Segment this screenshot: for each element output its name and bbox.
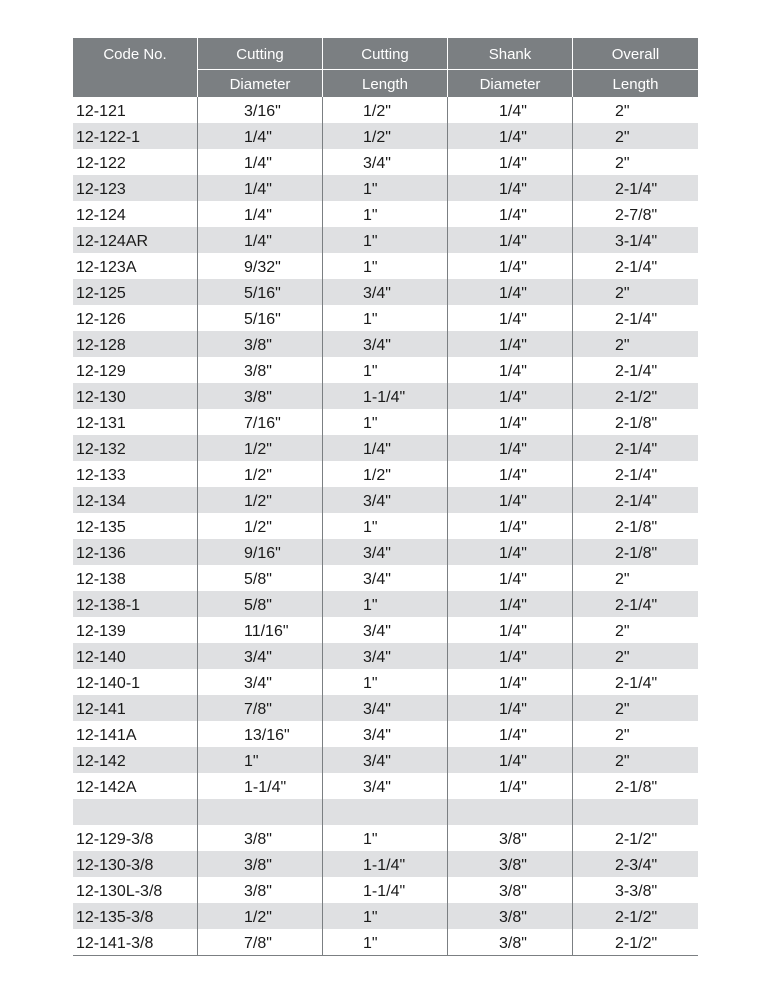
cell-cutting-length: 3/4" <box>323 747 448 773</box>
cell-shank-diameter: 1/4" <box>448 435 573 461</box>
cell-cutting-length: 3/4" <box>323 279 448 305</box>
table-row <box>73 617 698 643</box>
cell-overall-length: 2-1/2" <box>615 908 658 926</box>
table-row <box>73 97 698 123</box>
table-row <box>73 149 698 175</box>
cell-cutting-length: 3/4" <box>323 773 448 799</box>
cell-code-no: 12-141A <box>73 721 198 747</box>
table-row <box>73 435 698 461</box>
table-row <box>73 383 698 409</box>
cell-cutting-diameter: 3/8" <box>198 357 323 383</box>
cell-code-no: 12-136 <box>73 539 198 565</box>
table-row <box>73 903 698 929</box>
cell-shank-diameter: 3/8" <box>448 825 573 851</box>
cell-overall-length: 2-1/4" <box>615 310 658 328</box>
cell-overall-length: 2" <box>615 154 630 172</box>
cell-cutting-diameter: 5/8" <box>198 565 323 591</box>
table-row <box>73 227 698 253</box>
cell-cutting-length: 1-1/4" <box>323 383 448 409</box>
cell-overall-length: 2-1/2" <box>615 388 658 406</box>
cell-cutting-diameter: 1/4" <box>198 123 323 149</box>
cell-shank-diameter: 3/8" <box>448 903 573 929</box>
header-length-2: Length <box>573 69 698 97</box>
cell-code-no: 12-138 <box>73 565 198 591</box>
header-code-spacer <box>73 69 198 97</box>
cell-shank-diameter: 1/4" <box>448 591 573 617</box>
table-row <box>73 721 698 747</box>
cell-shank-diameter: 3/8" <box>448 929 573 955</box>
cell-cutting-length: 1/2" <box>323 461 448 487</box>
cell-overall-length: 2-1/8" <box>615 414 658 432</box>
cell-overall-length: 2" <box>615 726 630 744</box>
cell-code-no: 12-140 <box>73 643 198 669</box>
cell-code-no: 12-123A <box>73 253 198 279</box>
cell-overall-length: 2-1/8" <box>615 518 658 536</box>
cell-cutting-diameter: 3/4" <box>198 643 323 669</box>
header-code-no: Code No. <box>73 38 198 69</box>
cell-cutting-length: 1" <box>323 201 448 227</box>
cell-cutting-length: 1" <box>323 903 448 929</box>
cell-code-no: 12-130 <box>73 383 198 409</box>
cell-cutting-length: 3/4" <box>323 565 448 591</box>
cell-overall-length: 2" <box>615 284 630 302</box>
cell-cutting-diameter: 5/8" <box>198 591 323 617</box>
cell-cutting-length <box>323 799 448 825</box>
cell-overall-length: 3-1/4" <box>615 232 658 250</box>
cell-cutting-length: 1/4" <box>323 435 448 461</box>
header-shank: Shank <box>448 38 573 69</box>
spec-table <box>73 38 698 956</box>
cell-cutting-diameter: 1-1/4" <box>198 773 323 799</box>
cell-cutting-diameter: 1/4" <box>198 149 323 175</box>
cell-overall-length: 2-1/4" <box>615 492 658 510</box>
cell-shank-diameter: 1/4" <box>448 331 573 357</box>
cell-shank-diameter: 1/4" <box>448 227 573 253</box>
cell-shank-diameter: 1/4" <box>448 357 573 383</box>
cell-cutting-diameter: 1/2" <box>198 487 323 513</box>
cell-cutting-diameter: 3/4" <box>198 669 323 695</box>
cell-code-no: 12-135 <box>73 513 198 539</box>
table-row <box>73 877 698 903</box>
header-cutting-1: Cutting <box>198 38 323 69</box>
cell-cutting-diameter: 9/16" <box>198 539 323 565</box>
cell-code-no: 12-142A <box>73 773 198 799</box>
cell-cutting-diameter: 1/2" <box>198 513 323 539</box>
table-row <box>73 773 698 799</box>
cell-overall-length: 2-1/4" <box>615 674 658 692</box>
header-overall: Overall <box>611 46 660 63</box>
cell-code-no: 12-132 <box>73 435 198 461</box>
cell-cutting-diameter: 7/8" <box>198 929 323 955</box>
cell-shank-diameter: 1/4" <box>448 383 573 409</box>
cell-cutting-length: 1" <box>323 513 448 539</box>
cell-cutting-diameter: 9/32" <box>198 253 323 279</box>
cell-shank-diameter: 1/4" <box>448 747 573 773</box>
cell-cutting-length: 1" <box>323 929 448 955</box>
cell-cutting-diameter: 1/4" <box>198 175 323 201</box>
table-row <box>73 539 698 565</box>
cell-cutting-length: 1-1/4" <box>323 877 448 903</box>
cell-code-no: 12-141-3/8 <box>73 929 198 955</box>
table-row <box>73 695 698 721</box>
cell-shank-diameter: 1/4" <box>448 773 573 799</box>
cell-cutting-diameter: 1/2" <box>198 435 323 461</box>
cell-code-no: 12-129-3/8 <box>73 825 198 851</box>
table-row <box>73 279 698 305</box>
table-row <box>73 825 698 851</box>
cell-cutting-diameter: 7/16" <box>198 409 323 435</box>
cell-overall-length: 2" <box>615 622 630 640</box>
cell-overall-length: 2" <box>615 648 630 666</box>
cell-overall-length: 2" <box>615 102 630 120</box>
table-row <box>73 591 698 617</box>
cell-cutting-diameter: 3/8" <box>198 851 323 877</box>
cell-cutting-length: 1" <box>323 669 448 695</box>
cell-code-no: 12-121 <box>73 97 198 123</box>
cell-code-no: 12-131 <box>73 409 198 435</box>
cell-cutting-diameter: 11/16" <box>198 617 323 643</box>
cell-code-no: 12-128 <box>73 331 198 357</box>
table-row <box>73 799 698 825</box>
cell-shank-diameter: 1/4" <box>448 695 573 721</box>
cell-shank-diameter: 1/4" <box>448 409 573 435</box>
cell-code-no: 12-123 <box>73 175 198 201</box>
cell-shank-diameter: 1/4" <box>448 617 573 643</box>
cell-shank-diameter: 1/4" <box>448 175 573 201</box>
cell-cutting-diameter: 3/8" <box>198 877 323 903</box>
cell-overall-length: 2-1/8" <box>615 778 658 796</box>
table-row <box>73 123 698 149</box>
cell-code-no: 12-124AR <box>73 227 198 253</box>
cell-cutting-length: 1-1/4" <box>323 851 448 877</box>
cell-shank-diameter: 1/4" <box>448 565 573 591</box>
header-length-1: Length <box>323 69 448 97</box>
cell-overall-length: 2" <box>615 128 630 146</box>
cell-cutting-length: 1/2" <box>323 97 448 123</box>
table-row <box>73 175 698 201</box>
cell-overall-length: 2-1/4" <box>615 596 658 614</box>
table-header-top <box>73 38 698 69</box>
cell-overall-length: 2-1/2" <box>615 830 658 848</box>
cell-cutting-diameter: 3/8" <box>198 331 323 357</box>
table-row <box>73 357 698 383</box>
cell-code-no: 12-140-1 <box>73 669 198 695</box>
cell-code-no: 12-130L-3/8 <box>73 877 198 903</box>
cell-code-no <box>73 799 198 825</box>
cell-code-no: 12-125 <box>73 279 198 305</box>
cell-cutting-diameter: 1/4" <box>198 201 323 227</box>
cell-cutting-length: 3/4" <box>323 487 448 513</box>
cell-shank-diameter: 1/4" <box>448 253 573 279</box>
cell-shank-diameter: 1/4" <box>448 669 573 695</box>
cell-cutting-length: 1" <box>323 357 448 383</box>
cell-overall-length: 2" <box>615 700 630 718</box>
table-row <box>73 253 698 279</box>
table-row <box>73 409 698 435</box>
table-row <box>73 331 698 357</box>
table-row <box>73 513 698 539</box>
table-row <box>73 747 698 773</box>
cell-code-no: 12-130-3/8 <box>73 851 198 877</box>
cell-code-no: 12-129 <box>73 357 198 383</box>
cell-cutting-length: 3/4" <box>323 539 448 565</box>
table-row <box>73 929 698 955</box>
cell-shank-diameter: 1/4" <box>448 539 573 565</box>
cell-shank-diameter <box>448 799 573 825</box>
cell-cutting-diameter <box>198 799 323 825</box>
cell-cutting-length: 1" <box>323 227 448 253</box>
cell-cutting-length: 3/4" <box>323 149 448 175</box>
table-row <box>73 669 698 695</box>
cell-shank-diameter: 1/4" <box>448 123 573 149</box>
cell-shank-diameter: 3/8" <box>448 851 573 877</box>
cell-overall-length: 2-1/4" <box>615 466 658 484</box>
cell-cutting-length: 1" <box>323 175 448 201</box>
cell-shank-diameter: 1/4" <box>448 97 573 123</box>
cell-code-no: 12-138-1 <box>73 591 198 617</box>
table-row <box>73 565 698 591</box>
cell-shank-diameter: 3/8" <box>448 877 573 903</box>
cell-cutting-diameter: 7/8" <box>198 695 323 721</box>
cell-cutting-length: 1" <box>323 825 448 851</box>
table-row <box>73 487 698 513</box>
cell-shank-diameter: 1/4" <box>448 721 573 747</box>
cell-overall-length: 2-1/4" <box>615 362 658 380</box>
cell-cutting-length: 3/4" <box>323 721 448 747</box>
cell-overall-length: 2-1/4" <box>615 258 658 276</box>
cell-overall-length: 2-1/4" <box>615 440 658 458</box>
cell-shank-diameter: 1/4" <box>448 643 573 669</box>
table-row <box>73 201 698 227</box>
table-row <box>73 305 698 331</box>
cell-shank-diameter: 1/4" <box>448 149 573 175</box>
cell-code-no: 12-139 <box>73 617 198 643</box>
table-body <box>73 97 698 956</box>
cell-cutting-diameter: 1/2" <box>198 461 323 487</box>
cell-overall-length: 2-1/4" <box>615 180 658 198</box>
table-row <box>73 643 698 669</box>
cell-cutting-length: 3/4" <box>323 643 448 669</box>
cell-code-no: 12-142 <box>73 747 198 773</box>
header-diameter-1: Diameter <box>198 69 323 97</box>
cell-cutting-diameter: 3/8" <box>198 383 323 409</box>
header-diameter-2: Diameter <box>448 69 573 97</box>
cell-cutting-diameter: 5/16" <box>198 305 323 331</box>
cell-code-no: 12-133 <box>73 461 198 487</box>
cell-overall-length: 2" <box>615 570 630 588</box>
cell-code-no: 12-135-3/8 <box>73 903 198 929</box>
cell-shank-diameter: 1/4" <box>448 461 573 487</box>
cell-overall-length: 2" <box>615 752 630 770</box>
cell-overall-length <box>573 799 698 825</box>
cell-code-no: 12-134 <box>73 487 198 513</box>
cell-shank-diameter: 1/4" <box>448 279 573 305</box>
cell-cutting-diameter: 1/4" <box>198 227 323 253</box>
cell-overall-length: 2-3/4" <box>615 856 658 874</box>
cell-cutting-diameter: 3/16" <box>198 97 323 123</box>
cell-code-no: 12-122-1 <box>73 123 198 149</box>
cell-overall-length: 3-3/8" <box>615 882 658 900</box>
cell-cutting-length: 1" <box>323 591 448 617</box>
cell-cutting-diameter: 1" <box>198 747 323 773</box>
cell-cutting-length: 1/2" <box>323 123 448 149</box>
cell-code-no: 12-141 <box>73 695 198 721</box>
cell-shank-diameter: 1/4" <box>448 201 573 227</box>
cell-overall-length: 2-1/8" <box>615 544 658 562</box>
cell-cutting-diameter: 1/2" <box>198 903 323 929</box>
cell-shank-diameter: 1/4" <box>448 305 573 331</box>
cell-code-no: 12-122 <box>73 149 198 175</box>
cell-cutting-length: 1" <box>323 305 448 331</box>
table-row <box>73 461 698 487</box>
cell-cutting-length: 3/4" <box>323 331 448 357</box>
cell-cutting-length: 1" <box>323 253 448 279</box>
header-cutting-2: Cutting <box>323 38 448 69</box>
cell-overall-length: 2" <box>615 336 630 354</box>
cell-overall-length: 2-1/2" <box>615 934 658 952</box>
cell-cutting-diameter: 3/8" <box>198 825 323 851</box>
cell-cutting-length: 3/4" <box>323 695 448 721</box>
cell-shank-diameter: 1/4" <box>448 513 573 539</box>
cell-cutting-diameter: 13/16" <box>198 721 323 747</box>
cell-cutting-length: 1" <box>323 409 448 435</box>
table-header-bottom <box>73 69 698 97</box>
cell-cutting-diameter: 5/16" <box>198 279 323 305</box>
cell-code-no: 12-124 <box>73 201 198 227</box>
cell-code-no: 12-126 <box>73 305 198 331</box>
cell-overall-length: 2-7/8" <box>615 206 658 224</box>
cell-cutting-length: 3/4" <box>323 617 448 643</box>
cell-shank-diameter: 1/4" <box>448 487 573 513</box>
table-row <box>73 851 698 877</box>
